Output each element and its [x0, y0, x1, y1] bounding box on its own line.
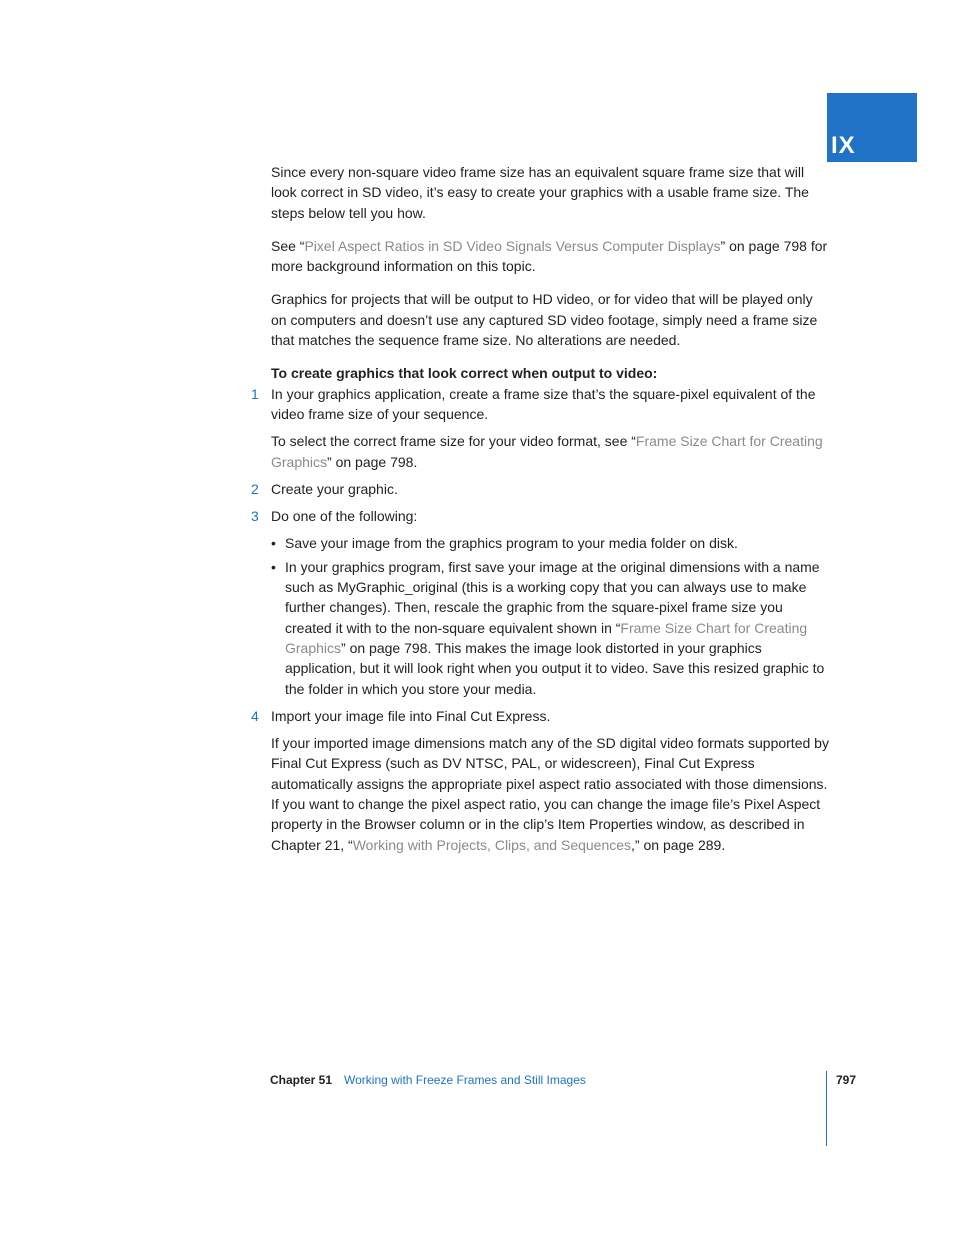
page-content	[251, 162, 831, 855]
step-text: Create your graphic.	[271, 480, 398, 497]
footer-chapter-title[interactable]: Working with Freeze Frames and Still Images	[344, 1073, 586, 1087]
step-number: 1	[251, 385, 259, 402]
working-with-projects-link[interactable]: Working with Projects, Clips, and Sequences	[352, 836, 632, 853]
frame-size-chart-link[interactable]: Frame Size Chart for Creating Graphics	[271, 433, 823, 470]
intro-paragraph: Since every non-square video frame size has an equivalent square frame size that will look correct in SD video, it’s easy to create your graphics with a usable frame size. The steps below tell you how.	[271, 164, 809, 221]
pixel-aspect-link[interactable]: Pixel Aspect Ratios in SD Video Signals Versus Computer Displays	[304, 237, 721, 254]
step-1	[251, 384, 831, 425]
step-2	[251, 479, 831, 499]
footer-divider	[826, 1071, 827, 1146]
step-1-note: To select the correct frame size for your video format, see “Frame Size Chart for Creating Graphics” on page 798.	[271, 433, 823, 470]
procedure-heading: To create graphics that look correct when output to video:	[271, 365, 658, 382]
bullet-text: In your graphics program, first save your image at the original dimensions with a name such as MyGraphic_original (this is a working copy that you can always use to make further changes). Then, rescale the graphic from the square-pixel frame size you created it with to the non-square equivalent shown in “Frame Size Chart for Creating Graphics” on page 798. This makes the image look distorted in your graphics application, but it will look right when you output it to video. Save this resized graphic to the folder in which you store your media.	[285, 558, 825, 697]
step-text: In your graphics application, create a frame size that’s the square-pixel equivalent of the video frame size of your sequence.	[271, 385, 816, 422]
part-tab	[827, 93, 917, 162]
bullet-item	[271, 557, 831, 699]
step-text: Do one of the following:	[271, 508, 418, 525]
bullet-dot: •	[271, 558, 276, 575]
step-number: 3	[251, 508, 259, 525]
see-also-paragraph: See “Pixel Aspect Ratios in SD Video Signals Versus Computer Displays” on page 798 for more background information on this topic.	[271, 237, 828, 275]
bullet-text: Save your image from the graphics program to your media folder on disk.	[285, 535, 738, 552]
step-4-note: If your imported image dimensions match any of the SD digital video formats supported by Final Cut Express (such as DV NTSC, PAL, or widescreen), Final Cut Express automatically assigns the appropriate pixel aspect ratio associated with those dimensions. If you want to change the pixel aspect ratio, you can change the image file’s Pixel Aspect property in the Browser column or in the clip’s Item Properties window, as described in Chapter 21, “Working with Projects, Clips, and Sequences,” on page 289.	[271, 735, 829, 853]
frame-size-chart-link[interactable]: Frame Size Chart for Creating Graphics	[285, 619, 808, 656]
step-4	[251, 706, 831, 726]
bullet-item	[271, 533, 831, 553]
footer-chapter: Chapter 51	[270, 1073, 333, 1087]
step-3	[251, 506, 831, 526]
part-tab-label: IX	[831, 132, 856, 159]
hd-paragraph: Graphics for projects that will be output to HD video, or for video that will be played only on computers and doesn’t use any captured SD video footage, simply need a frame size that matches the sequence frame size. No alterations are needed.	[271, 291, 818, 349]
step-text: Import your image file into Final Cut Express.	[271, 707, 551, 724]
step-number: 4	[251, 707, 259, 724]
page-number: 797	[836, 1073, 857, 1087]
step-number: 2	[251, 480, 259, 497]
bullet-dot: •	[271, 535, 276, 552]
